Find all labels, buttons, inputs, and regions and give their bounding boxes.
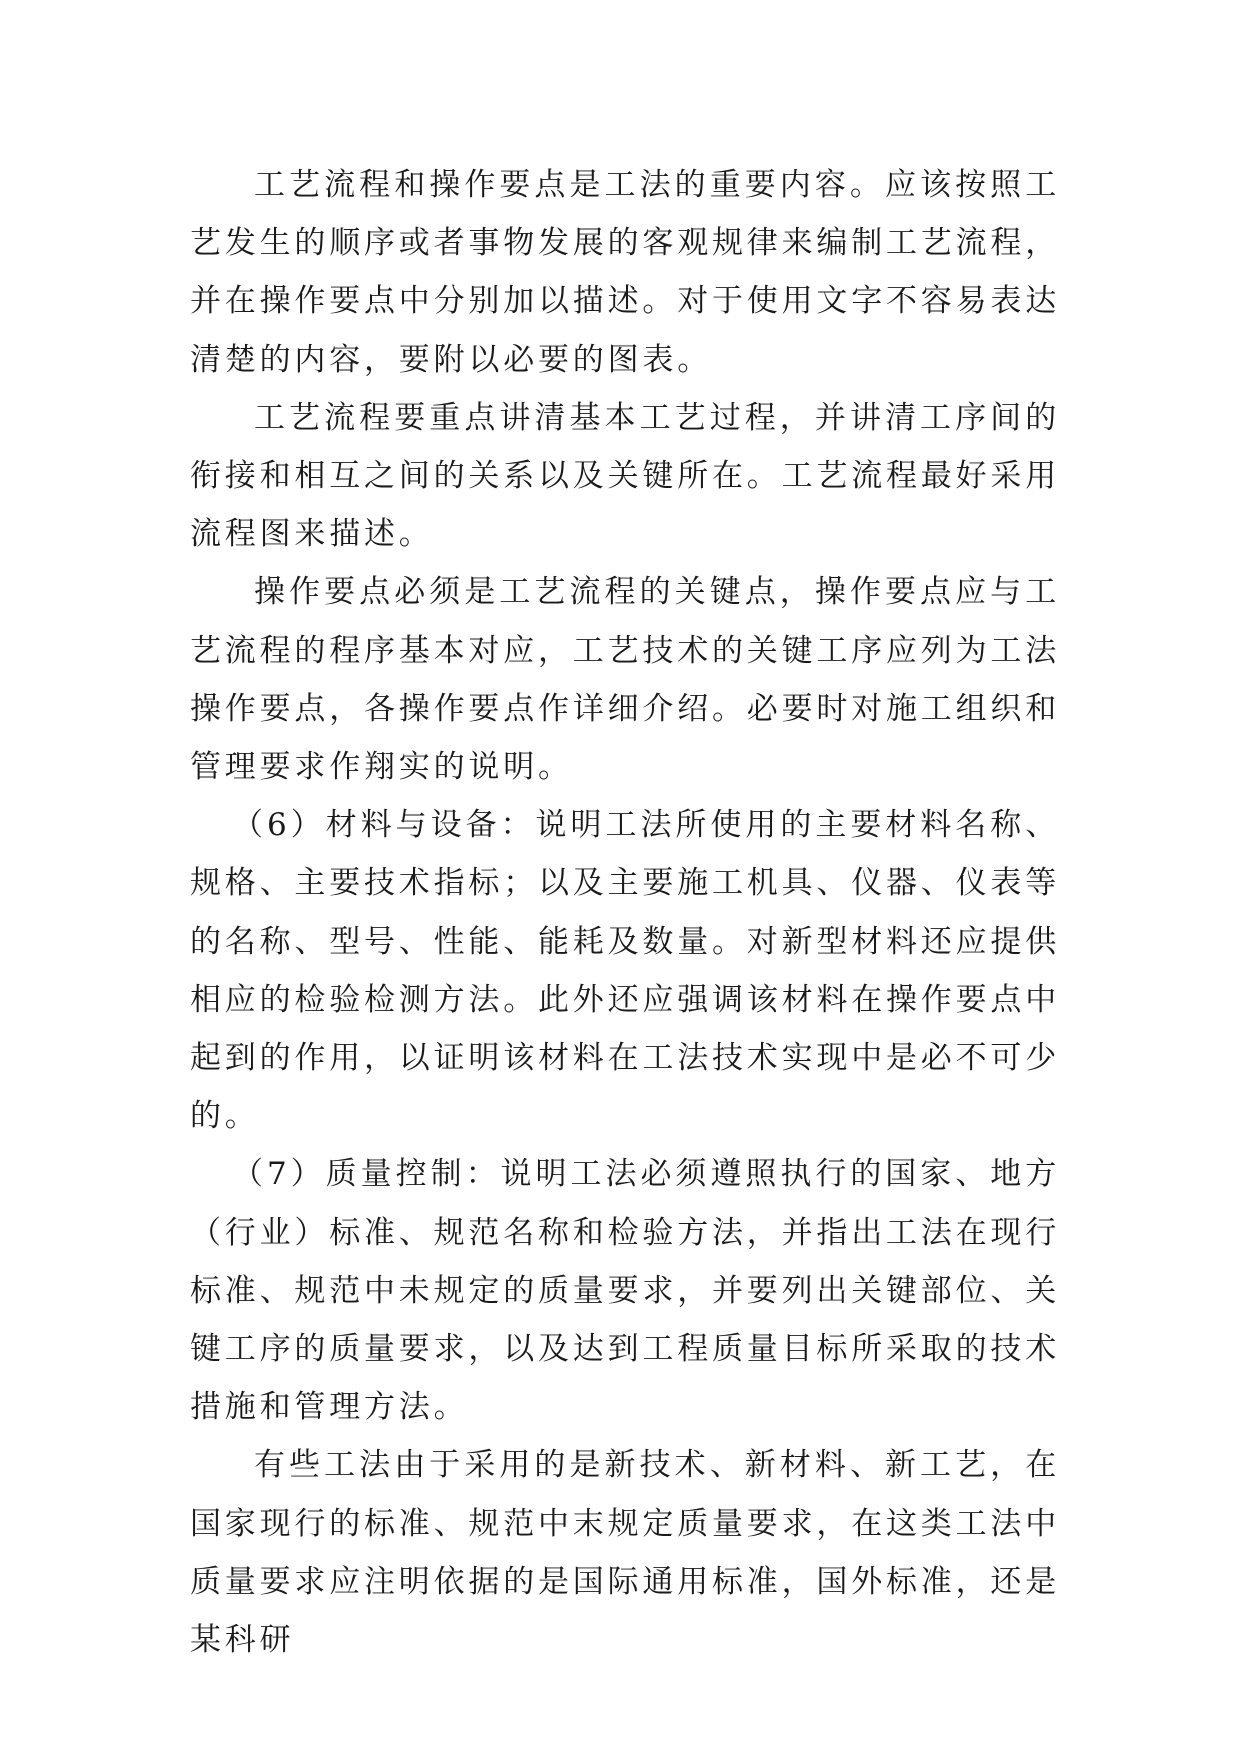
paragraph-materials-and-equipment: （6）材料与设备：说明工法所使用的主要材料名称、规格、主要技术指标；以及主要施工机具、仪器、仪表等的名称、型号、性能、能耗及数量。对新型材料还应提供相应的检验检测方法。此外还应强调该材料在操作要点中起到的作用，以证明该材料在工法技术实现中是必不可少的。 [190,807,1060,1135]
paragraph-process-and-key-points: 工艺流程和操作要点是工法的重要内容。应该按照工艺发生的顺序或者事物发展的客观规律来编制工艺流程，并在操作要点中分别加以描述。对于使用文字不容易表达清楚的内容，要附以必要的图表。 [190,167,1060,378]
body-text [190,156,1060,1669]
paragraph-operation-key-points: 操作要点必须是工艺流程的关键点，操作要点应与工艺流程的程序基本对应，工艺技术的关键工序应列为工法操作要点，各操作要点作详细介绍。必要时对施工组织和管理要求作翔实的说明。 [190,574,1060,786]
paragraph-new-technology-quality: 有些工法由于采用的是新技术、新材料、新工艺，在国家现行的标准、规范中末规定质量要求，在这类工法中质量要求应注明依据的是国际通用标准，国外标准，还是某科研 [190,1447,1060,1659]
paragraph-quality-control: （7）质量控制：说明工法必须遵照执行的国家、地方（行业）标准、规范名称和检验方法，并指出工法在现行标准、规范中未规定的质量要求，并要列出关键部位、关键工序的质量要求，以及达到工程质量目标所采取的技术措施和管理方法。 [190,1156,1060,1426]
paragraph-process-flow: 工艺流程要重点讲清基本工艺过程，并讲清工序间的衔接和相互之间的关系以及关键所在。工艺流程最好采用流程图来描述。 [190,399,1060,553]
